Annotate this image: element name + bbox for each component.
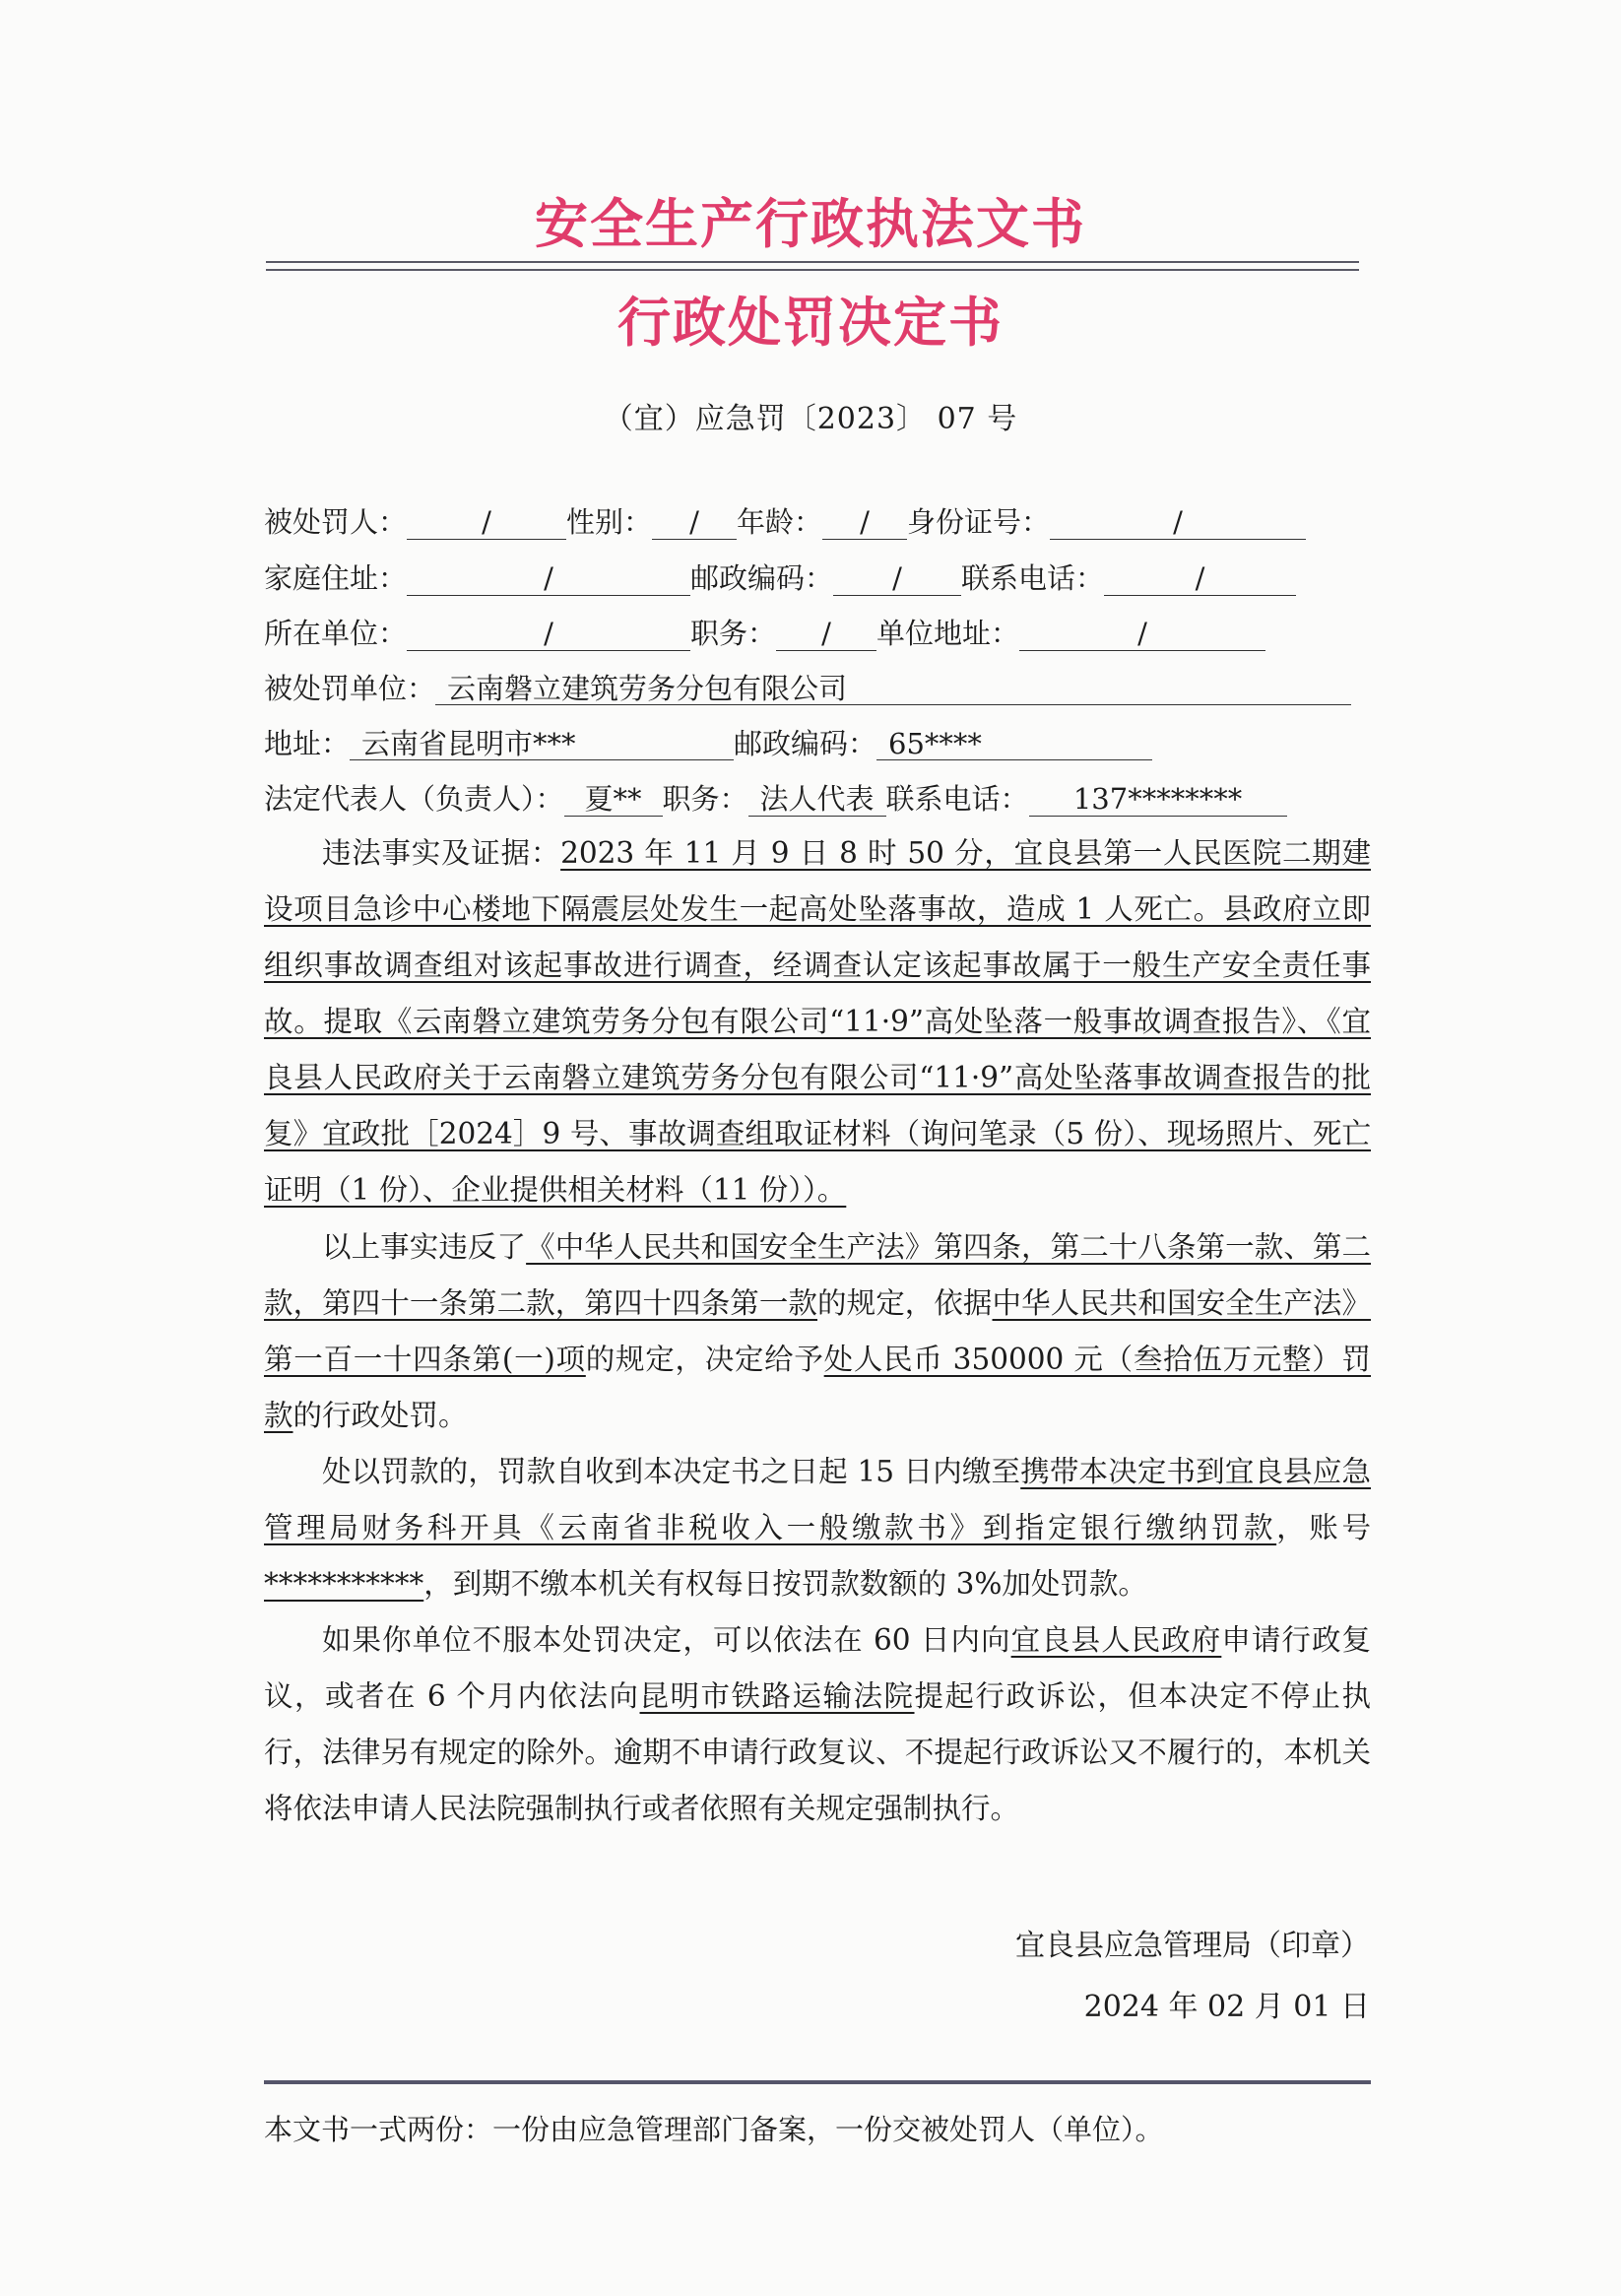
document-title: 安全生产行政执法文书 bbox=[535, 192, 1086, 255]
row-representative bbox=[264, 777, 1371, 818]
address-label: 地址： bbox=[264, 727, 351, 760]
row-unit bbox=[264, 612, 1371, 652]
representative-job-value: 法人代表 bbox=[748, 782, 886, 817]
unit-address-value: / bbox=[1019, 617, 1265, 651]
person-value: / bbox=[407, 505, 566, 540]
phone-value: / bbox=[1104, 561, 1296, 596]
representative-job-label: 职务： bbox=[662, 782, 748, 816]
appeal-paragraph bbox=[264, 1612, 1371, 1837]
penalized-unit-label: 被处罚单位： bbox=[264, 672, 436, 705]
violation-prefix: 以上事实违反了 bbox=[322, 1230, 527, 1264]
unit-label: 所在单位： bbox=[264, 617, 408, 650]
representative-phone-label: 联系电话： bbox=[885, 782, 1029, 816]
payment-paragraph bbox=[264, 1444, 1371, 1612]
appeal-suffix: 提起行政诉讼，但本决定不停止执行，法律另有规定的除外。逾期不申请行政复议、不提起行政诉讼又不履行的，本机关将依法申请人民法院强制执行或者依照有关规定强制执行。 bbox=[264, 1679, 1371, 1825]
decision-prefix: 的规定，决定给予 bbox=[585, 1343, 824, 1376]
issuing-authority: 宜良县应急管理局（印章） bbox=[1015, 1929, 1370, 1963]
gender-label: 性别： bbox=[566, 505, 653, 539]
person-label: 被处罚人： bbox=[264, 505, 408, 539]
gender-value: / bbox=[652, 505, 737, 540]
payment-place: 携带本决定书到宜良县应急管理局财务科开具《云南省非税收入一般缴款书》到指定银行缴纳罚款 bbox=[264, 1455, 1371, 1544]
facts-text: 2023 年 11 月 9 日 8 时 50 分，宜良县第一人民医院二期建设项目急诊中心楼地下隔震层处发生一起高处坠落事故，造成 1 人死亡。县政府立即组织事故调查组对该起事故进行调查，经调查认定该起事故属于一般生产安全责任事故。提取《云南磐立建筑劳务分包有限公司“11·9”高处坠落一般事故调查报告》、《宜良县人民政府关于云南磐立建筑劳务分包有限公司“11·9”高处坠落事故调查报告的批复》宜政批［2024］9 号、事故调查组取证材料（询问笔录（5 份）、现场照片、死亡证明（1 份）、企业提供相关材料（11 份））。 bbox=[264, 836, 1371, 1207]
postcode-label: 邮政编码： bbox=[690, 561, 834, 595]
id-value: / bbox=[1050, 505, 1306, 540]
appeal-prefix: 如果你单位不服本处罚决定，可以依法在 60 日内向 bbox=[322, 1623, 1011, 1657]
document-number: （宜）应急罚〔2023〕 07 号 bbox=[603, 402, 1018, 436]
address-postcode-value: 65**** bbox=[876, 727, 1152, 760]
unit-address-label: 单位地址： bbox=[876, 617, 1020, 650]
facts-label: 违法事实及证据： bbox=[322, 836, 561, 870]
age-label: 年龄： bbox=[737, 505, 823, 539]
representative-phone-value: 137******** bbox=[1029, 782, 1287, 817]
home-label: 家庭住址： bbox=[264, 561, 408, 595]
violation-law: 《中华人民共和国安全生产法》第四条，第二十八条第一款、第二款，第四十一条第二款，第四十四条第一款 bbox=[264, 1230, 1371, 1320]
age-value: / bbox=[822, 505, 907, 540]
basis-prefix: 的规定，依据 bbox=[817, 1286, 993, 1320]
decision-value: 处人民币 350000 元（叁拾伍万元整）罚款 bbox=[264, 1343, 1371, 1432]
facts-paragraph bbox=[264, 825, 1371, 1218]
unit-value: / bbox=[407, 617, 690, 651]
row-penalized-unit bbox=[264, 667, 1371, 707]
id-label: 身份证号： bbox=[907, 505, 1051, 539]
representative-value: 夏** bbox=[564, 782, 663, 817]
appeal-government: 宜良县人民政府 bbox=[1010, 1623, 1222, 1657]
title-divider bbox=[266, 261, 1359, 271]
payment-prefix: 处以罚款的，罚款自收到本决定书之日起 15 日内缴至 bbox=[322, 1455, 1021, 1488]
representative-label: 法定代表人（负责人）： bbox=[264, 782, 564, 816]
phone-label: 联系电话： bbox=[961, 561, 1105, 595]
row-home bbox=[264, 557, 1371, 597]
basis-law: 中华人民共和国安全生产法》第一百一十四条第(一)项 bbox=[264, 1286, 1371, 1376]
penalized-unit-value: 云南磐立建筑劳务分包有限公司 bbox=[435, 672, 1351, 705]
appeal-mid: 申请行政复议，或者在 6 个月内依法向 bbox=[264, 1623, 1371, 1713]
address-value: 云南省昆明市*** bbox=[350, 727, 734, 760]
postcode-value: / bbox=[833, 561, 961, 596]
footer-divider bbox=[264, 2080, 1371, 2084]
payment-suffix: ，到期不缴本机关有权每日按罚款数额的 3%加处罚款。 bbox=[423, 1567, 1147, 1601]
address-postcode-label: 邮政编码： bbox=[734, 727, 877, 760]
payment-mid: ，账号 bbox=[1276, 1511, 1371, 1544]
appeal-court: 昆明市铁路运输法院 bbox=[639, 1679, 915, 1713]
violation-paragraph bbox=[264, 1219, 1371, 1444]
account-value: *********** bbox=[264, 1567, 424, 1601]
home-value: / bbox=[407, 561, 690, 596]
job-value: / bbox=[776, 617, 876, 651]
row-person bbox=[264, 500, 1371, 541]
footer-note: 本文书一式两份：一份由应急管理部门备案，一份交被处罚人（单位）。 bbox=[264, 2113, 1164, 2146]
document-subtitle: 行政处罚决定书 bbox=[617, 291, 1004, 354]
row-address bbox=[264, 722, 1371, 762]
issue-date: 2024 年 02 月 01 日 bbox=[1083, 1990, 1370, 2024]
decision-suffix: 的行政处罚。 bbox=[292, 1399, 468, 1432]
job-label: 职务： bbox=[690, 617, 777, 650]
